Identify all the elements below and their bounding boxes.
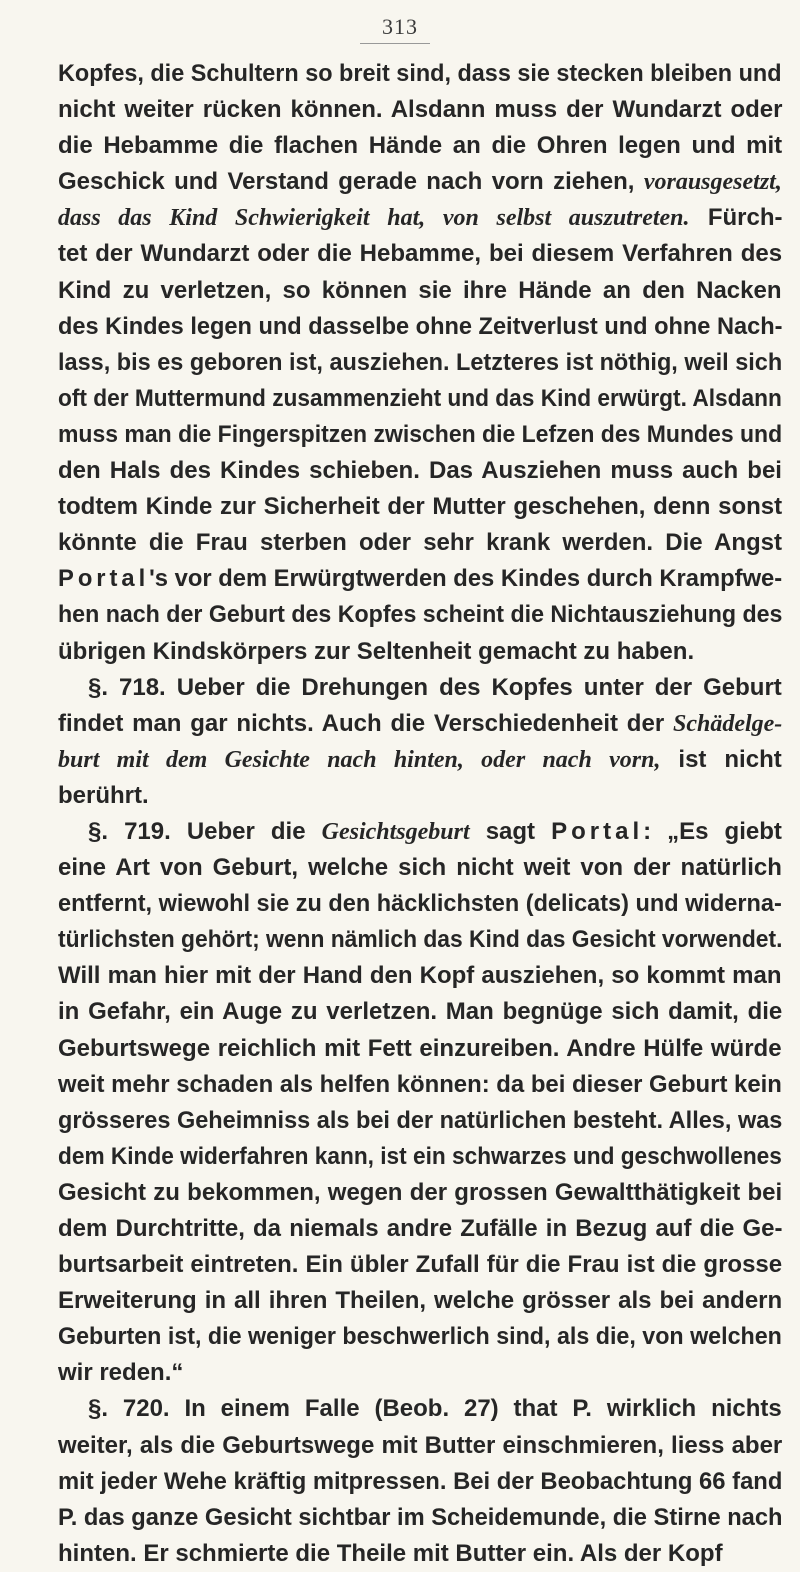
text-segment: §. 720. In einem Falle (Beob. 27) that P. wirklich nichts — [88, 1395, 782, 1423]
text-segment: ist nicht — [660, 745, 782, 773]
text-segment: entfernt, wiewohl sie zu den häcklichsten (delicats) und widerna- — [58, 890, 782, 918]
text-segment: dem Kinde widerfahren kann, ist ein schwarzes und geschwollenes — [58, 1142, 782, 1170]
italic-text: dass das Kind Schwierigkeit hat, von selbst auszutreten. — [58, 205, 690, 232]
text-line — [58, 417, 783, 453]
body-text — [58, 56, 786, 1572]
text-line — [58, 273, 786, 309]
text-line — [58, 164, 786, 200]
text-line — [58, 1319, 782, 1355]
text-line — [58, 1247, 786, 1283]
text-line — [58, 670, 786, 706]
text-segment: Geburtswege reichlich mit Fett einzureiben. Andre Hülfe würde — [58, 1034, 782, 1062]
text-line — [58, 1536, 786, 1572]
text-segment: §. 718. Ueber die Drehungen des Kopfes unter der Geburt — [88, 673, 782, 701]
text-line — [58, 1067, 783, 1103]
text-line — [58, 453, 786, 489]
text-line — [58, 597, 783, 633]
text-segment: Geburten ist, die weniger beschwerlich sind, als die, von welchen — [58, 1323, 782, 1351]
text-line — [58, 236, 786, 272]
text-line — [58, 1464, 783, 1500]
text-segment: Erweiterung in all ihren Theilen, welche grösser als bei andern — [58, 1287, 783, 1315]
text-segment: P. das ganze Gesicht sichtbar im Scheidemunde, die Stirne nach — [58, 1503, 783, 1531]
spaced-name: Portal — [551, 817, 644, 845]
text-line — [58, 994, 786, 1030]
text-segment: §. 719. Ueber die — [88, 817, 322, 845]
text-segment: weit mehr schaden als helfen können: da bei dieser Geburt kein — [58, 1070, 782, 1098]
text-segment: hinten. Er schmierte die Theile mit Butter ein. Als der Kopf — [58, 1539, 723, 1567]
text-line — [58, 309, 783, 345]
text-line — [58, 1175, 786, 1211]
text-segment: könnte die Frau sterben oder sehr krank werden. Die Angst — [58, 529, 782, 557]
text-segment: sagt — [469, 817, 552, 845]
text-segment: dem Durchtritte, da niemals andre Zufälle in Bezug auf die Ge- — [58, 1215, 783, 1242]
text-segment: in Gefahr, ein Auge zu verletzen. Man begnüge sich damit, die — [58, 998, 783, 1026]
text-segment: eine Art von Geburt, welche sich nicht weit von der natürlich — [58, 854, 782, 882]
text-segment: Fürch- — [689, 204, 783, 232]
text-line — [58, 886, 782, 922]
text-segment: tet der Wundarzt oder die Hebamme, bei diesem Verfahren des — [58, 240, 783, 268]
text-segment: Kopfes, die Schultern so breit sind, dass sie stecken bleiben und — [58, 60, 782, 87]
text-segment: hen nach der Geburt des Kopfes scheint die Nichtausziehung des — [58, 601, 783, 629]
text-segment: die Hebamme die flachen Hände an die Ohren legen und mit — [58, 132, 783, 160]
text-segment: burtsarbeit eintreten. Ein übler Zufall für die Frau ist die grosse — [58, 1251, 783, 1279]
text-segment: Kind zu verletzen, so können sie ihre Hände an den Nacken — [58, 276, 782, 304]
text-segment: des Kindes legen und dasselbe ohne Zeitverlust und ohne Nach- — [58, 312, 783, 340]
spaced-name: Portal — [58, 565, 150, 593]
text-segment: muss man die Fingerspitzen zwischen die Lefzen des Mundes und — [58, 420, 783, 448]
text-line — [58, 561, 783, 597]
text-line — [58, 381, 782, 417]
text-segment: Geschick und Verstand gerade nach vorn ziehen, — [58, 168, 644, 196]
italic-text: vorausgesetzt, — [643, 169, 782, 196]
text-segment: weiter, als die Geburtswege mit Butter einschmieren, liess aber — [58, 1431, 783, 1459]
text-line — [58, 525, 786, 561]
text-line — [58, 1139, 782, 1175]
text-line — [58, 1031, 786, 1067]
text-segment: Will man hier mit der Hand den Kopf ausziehen, so kommt man — [58, 962, 782, 990]
text-segment: den Hals des Kindes schieben. Das Ausziehen muss auch bei — [58, 457, 782, 485]
page-number-rule — [360, 43, 430, 44]
text-line — [58, 958, 786, 994]
text-line — [58, 1391, 786, 1427]
text-segment: oft der Muttermund zusammenzieht und das Kind erwürgt. Alsdann — [58, 384, 782, 412]
italic-text: burt mit dem Gesichte nach hinten, oder nach vorn, — [58, 746, 661, 773]
text-segment: todtem Kinde zur Sicherheit der Mutter geschehen, denn sonst — [58, 493, 783, 521]
page-number: 313 — [382, 14, 418, 39]
text-line — [58, 345, 783, 381]
text-line — [58, 489, 786, 525]
text-line — [58, 814, 786, 850]
text-line — [58, 634, 786, 670]
text-segment: findet man gar nichts. Auch die Verschiedenheit der — [58, 709, 673, 737]
text-line — [58, 200, 786, 236]
text-line — [58, 706, 786, 742]
text-segment: mit jeder Wehe kräftig mitpressen. Bei der Beobachtung 66 fand — [58, 1467, 783, 1495]
italic-text: Gesichtsgeburt — [321, 818, 470, 845]
text-line — [58, 1283, 786, 1319]
text-segment: lass, bis es geboren ist, ausziehen. Letzteres ist nöthig, weil sich — [58, 348, 783, 376]
text-line — [58, 1500, 783, 1536]
text-line — [58, 850, 786, 886]
italic-text: Schädelge- — [672, 710, 783, 737]
text-line — [58, 128, 786, 164]
text-line — [58, 1103, 783, 1139]
text-line — [58, 1428, 786, 1464]
text-segment: übrigen Kindskörpers zur Seltenheit gemacht zu haben. — [58, 637, 695, 665]
text-segment: : „Es giebt — [643, 817, 782, 845]
text-line — [58, 56, 782, 92]
text-segment: Gesicht zu bekommen, wegen der grossen Gewaltthätigkeit bei — [58, 1178, 783, 1206]
text-segment: berührt. — [58, 781, 149, 809]
text-line — [58, 92, 786, 128]
text-segment: wir reden.“ — [58, 1359, 184, 1387]
text-segment: türlichsten gehört; wenn nämlich das Kind das Gesicht vorwendet. — [58, 926, 783, 954]
text-line — [58, 1355, 786, 1391]
text-line — [58, 922, 783, 958]
text-line — [58, 778, 786, 814]
text-segment: 's vor dem Erwürgtwerden des Kindes durch Krampfwe- — [149, 565, 783, 593]
text-line — [58, 742, 786, 778]
text-line — [58, 1211, 786, 1247]
text-segment: nicht weiter rücken können. Alsdann muss der Wundarzt oder — [58, 96, 783, 124]
text-segment: grösseres Geheimniss als bei der natürlichen besteht. Alles, was — [58, 1106, 783, 1134]
